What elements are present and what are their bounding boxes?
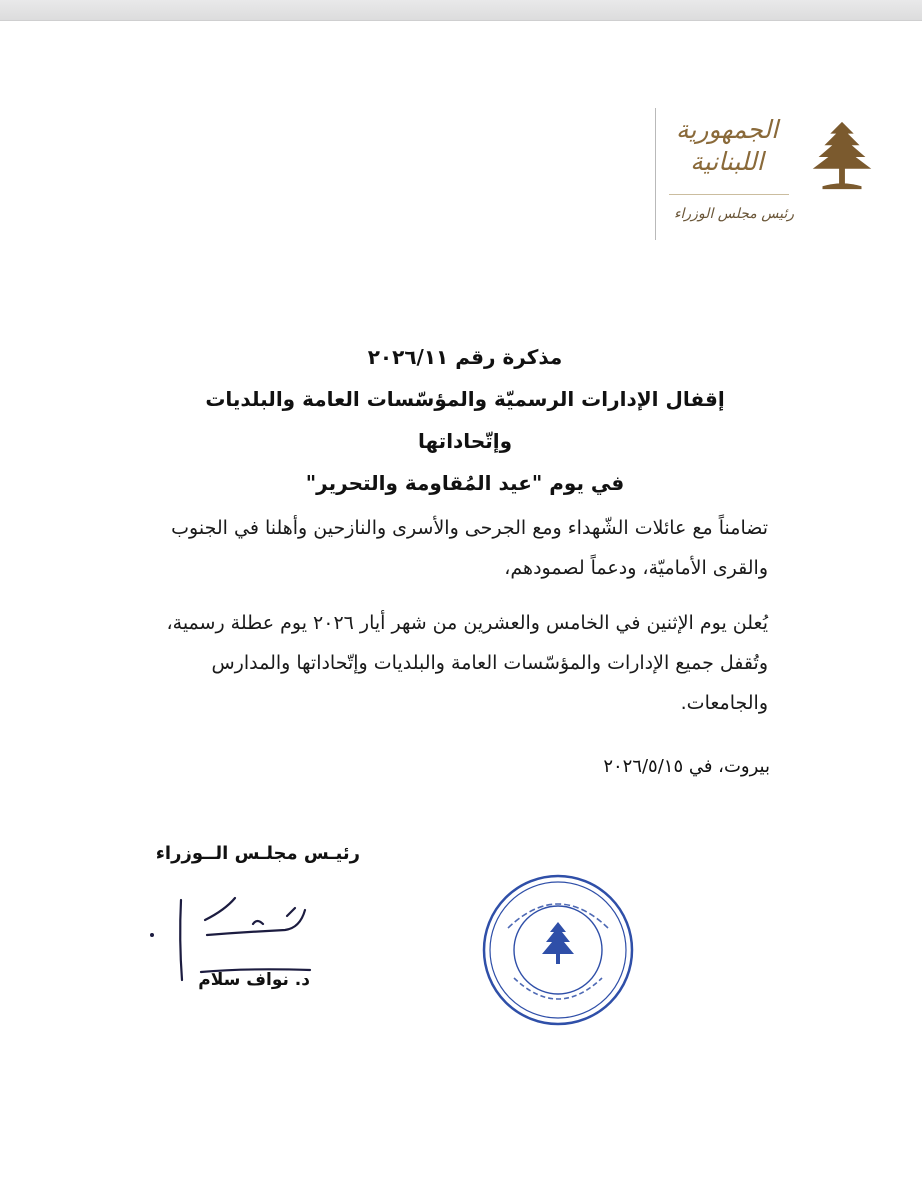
letterhead-divider: [655, 108, 656, 240]
letterhead-subtitle: رئيس مجلس الوزراء: [673, 206, 794, 222]
cedar-icon: [803, 118, 881, 196]
viewer-top-bar: [0, 0, 922, 21]
letterhead-rule: [669, 194, 789, 195]
memo-title-line2: في يوم "عيد المُقاومة والتحرير": [305, 471, 625, 495]
letterhead: [655, 100, 885, 245]
official-stamp: [478, 870, 638, 1030]
letterhead-republic-line1: الجمهورية: [675, 115, 779, 144]
memo-title-line1: إقفال الإدارات الرسميّة والمؤسّسات العامة والبلديات وإتّحاداتها: [205, 387, 725, 453]
memo-title-block: [180, 336, 750, 504]
letterhead-republic-name: [669, 114, 785, 178]
signatory-title: رئيـس مجلـس الــوزراء: [155, 843, 360, 864]
memo-number: مذكرة رقم ٢٠٢٦/١١: [367, 345, 563, 369]
memo-body: [140, 508, 768, 738]
signatory-name: د. نواف سلام: [198, 970, 310, 990]
memo-paragraph-1: تضامناً مع عائلات الشّهداء ومع الجرحى والأسرى والنازحين وأهلنا في الجنوب والقرى الأماميّة، ودعماً لصمودهم،: [171, 517, 768, 579]
memo-paragraph-2: يُعلن يوم الإثنين في الخامس والعشرين من شهر أيار ٢٠٢٦ يوم عطلة رسمية، وتُقفل جميع الإدارات والمؤسّسات العامة والبلديات وإتّحاداتها والمدارس والجامعات.: [166, 612, 768, 714]
letterhead-republic-line2: اللبنانية: [690, 147, 764, 176]
date-line: بيروت، في ٢٠٢٦/٥/١٥: [603, 756, 770, 777]
